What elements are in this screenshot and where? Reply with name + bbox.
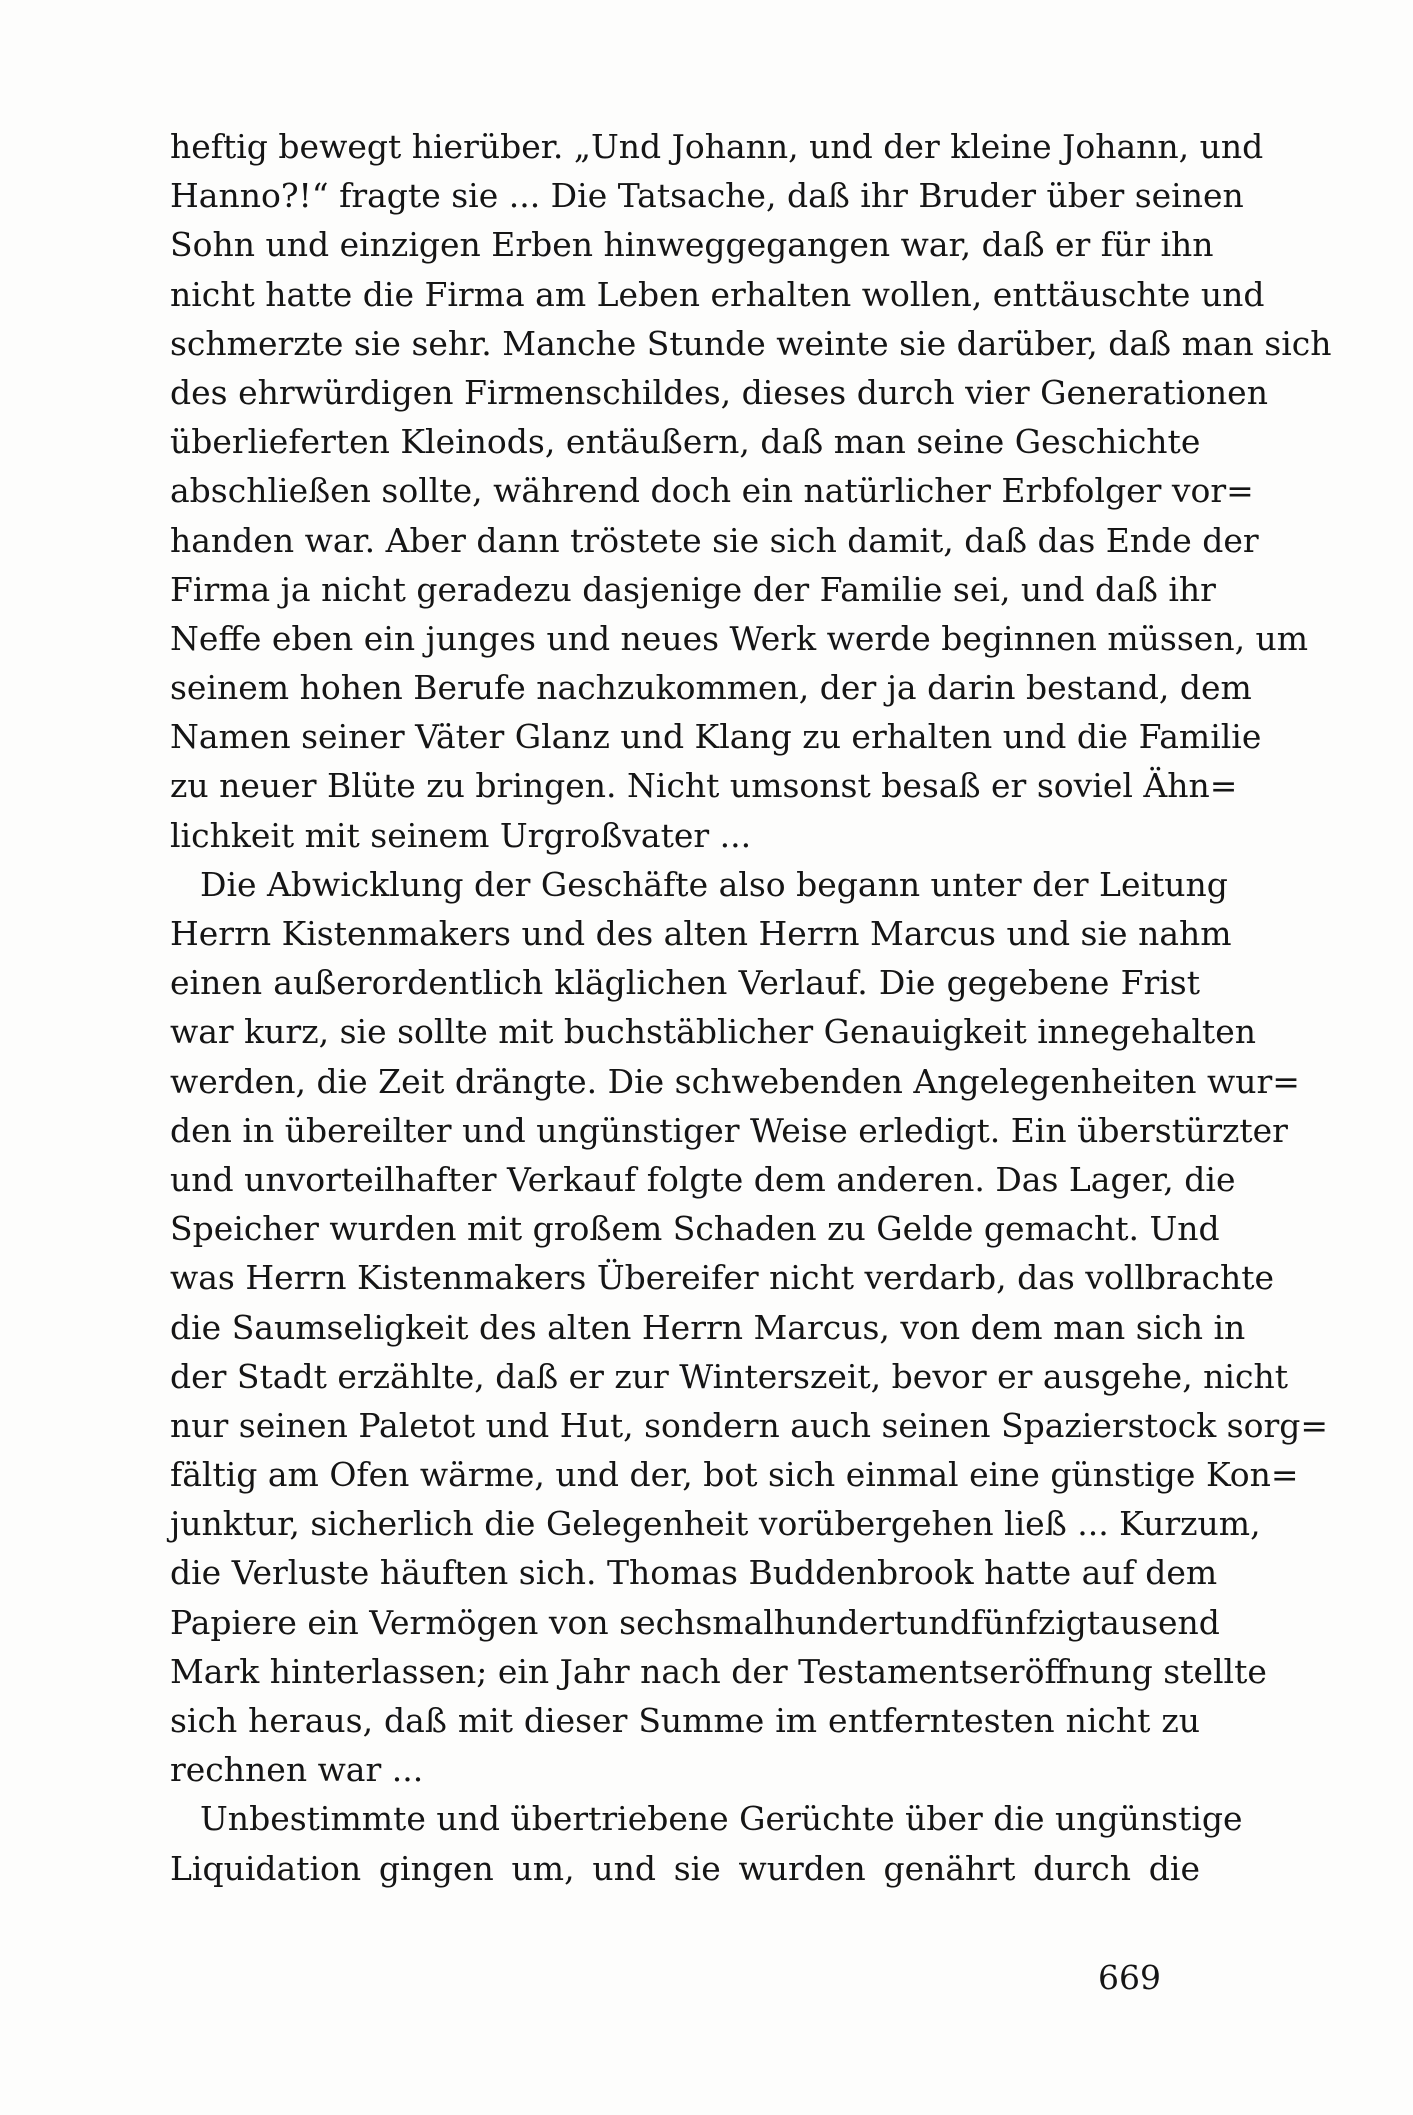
text-line: Firma ja nicht geradezu dasjenige der Familie sei, und daß ihr [170,569,1216,609]
page-number: 669 [1098,1958,1161,1997]
text-line: schmerzte sie sehr. Manche Stunde weinte sie darüber, daß man sich [170,323,1332,363]
text-line: Liquidation gingen um, und sie wurden genährt durch die [170,1848,1200,1888]
text-line: heftig bewegt hierüber. „Und Johann, und der kleine Johann, und [170,127,1264,166]
text-line: und unvorteilhafter Verkauf folgte dem anderen. Das Lager, die [170,1159,1236,1199]
text-line: handen war. Aber dann tröstete sie sich damit, daß das Ende der [170,520,1259,560]
text-line: lichkeit mit seinem Urgroßvater ... [170,815,752,855]
text-line: Hanno?!“ fragte sie ... Die Tatsache, daß ihr Bruder über seinen [170,176,1244,216]
text-line: abschließen sollte, während doch ein natürlicher Erbfolger vor= [170,471,1254,511]
text-line: werden, die Zeit drängte. Die schwebenden Angelegenheiten wur= [170,1061,1300,1101]
text-line: sich heraus, daß mit dieser Summe im entferntesten nicht zu [170,1701,1200,1740]
text-line: der Stadt erzählte, daß er zur Winterszeit, bevor er ausgehe, nicht [170,1356,1288,1396]
text-line: Sohn und einzigen Erben hinweggegangen war, daß er für ihn [170,225,1214,265]
text-line: überlieferten Kleinods, entäußern, daß man seine Geschichte [170,422,1201,462]
body-text [170,122,1332,1893]
text-line: Herrn Kistenmakers und des alten Herrn Marcus und sie nahm [170,914,1232,953]
text-line: nur seinen Paletot und Hut, sondern auch seinen Spazierstock sorg= [170,1405,1329,1445]
text-line: Mark hinterlassen; ein Jahr nach der Testamentseröffnung stellte [170,1651,1267,1691]
text-line: Neffe eben ein junges und neues Werk werde beginnen müssen, um [170,618,1309,658]
text-line: die Verluste häuften sich. Thomas Buddenbrook hatte auf dem [170,1553,1218,1593]
text-line: seinem hohen Berufe nachzukommen, der ja darin bestand, dem [170,668,1252,708]
text-line: den in übereilter und ungünstiger Weise erledigt. Ein überstürzter [170,1110,1288,1150]
text-line: Namen seiner Väter Glanz und Klang zu erhalten und die Familie [170,717,1262,757]
text-line: war kurz, sie sollte mit buchstäblicher Genauigkeit innegehalten [170,1012,1256,1052]
text-line: Speicher wurden mit großem Schaden zu Gelde gemacht. Und [170,1209,1220,1249]
text-line: zu neuer Blüte zu bringen. Nicht umsonst besaß er soviel Ähn= [170,766,1238,806]
paragraph-start-line: Unbestimmte und übertriebene Gerüchte über die ungünstige [200,1799,1243,1839]
paragraph-start-line: Die Abwicklung der Geschäfte also begann unter der Leitung [200,864,1228,904]
text-line: was Herrn Kistenmakers Übereifer nicht verdarb, das vollbrachte [170,1258,1275,1298]
text-line: einen außerordentlich kläglichen Verlauf. Die gegebene Frist [170,963,1200,1003]
text-line: die Saumseligkeit des alten Herrn Marcus, von dem man sich in [170,1307,1246,1347]
text-line: Papiere ein Vermögen von sechsmalhundertundfünfzigtausend [170,1602,1220,1642]
text-line: rechnen war ... [170,1750,424,1790]
text-line: junktur, sicherlich die Gelegenheit vorübergehen ließ ... Kurzum, [170,1504,1261,1544]
text-line: nicht hatte die Firma am Leben erhalten wollen, enttäuschte und [170,274,1265,314]
text-line: des ehrwürdigen Firmenschildes, dieses durch vier Generationen [170,372,1268,412]
text-line: fältig am Ofen wärme, und der, bot sich einmal eine günstige Kon= [170,1455,1299,1495]
